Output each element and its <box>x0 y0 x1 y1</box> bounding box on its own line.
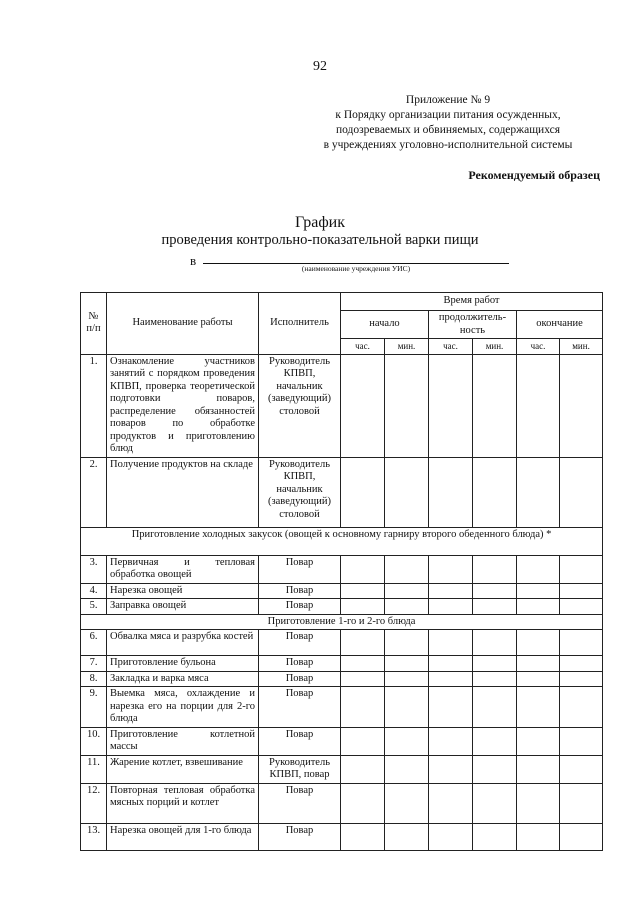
row-executor: Повар <box>259 671 341 687</box>
appendix-line-1: Приложение № 9 <box>405 94 491 106</box>
row-work-name: Нарезка овощей <box>107 583 259 599</box>
row-executor: Повар <box>259 599 341 615</box>
row-work-name: Заправка овощей <box>107 599 259 615</box>
section-row <box>81 614 603 630</box>
row-number: 6. <box>81 630 107 656</box>
table-row <box>81 583 603 599</box>
header-executor: Исполнитель <box>259 293 341 355</box>
header-num: № п/п <box>81 293 107 355</box>
header-duration: продолжитель-ность <box>429 311 517 339</box>
row-number: 7. <box>81 656 107 672</box>
header-start: начало <box>341 311 429 339</box>
header-work: Наименование работы <box>107 293 259 355</box>
row-number: 8. <box>81 671 107 687</box>
table-row <box>81 783 603 823</box>
institution-prefix: в <box>190 253 197 268</box>
row-work-name: Приготовление бульона <box>107 656 259 672</box>
row-number: 9. <box>81 687 107 728</box>
header-end: окончание <box>517 311 603 339</box>
document-subtitle: проведения контрольно-показательной варки пищи <box>161 232 479 248</box>
appendix-line-4: в учреждениях уголовно-исполнительной системы <box>323 139 573 151</box>
row-number: 10. <box>81 727 107 755</box>
appendix-note <box>298 93 598 153</box>
institution-caption: (наименование учреждения УИС) <box>301 264 411 273</box>
table-row <box>81 354 603 457</box>
row-number: 1. <box>81 354 107 457</box>
table-row <box>81 656 603 672</box>
row-executor: Руководитель КПВП, начальник (заведующий) столовой <box>259 354 341 457</box>
row-work-name: Выемка мяса, охлаждение и нарезка его на порции для 2-го блюда <box>107 687 259 728</box>
recommended-sample-label: Рекомендуемый образец <box>468 168 600 182</box>
document-title: График <box>294 214 346 231</box>
row-executor: Повар <box>259 823 341 850</box>
row-work-name: Получение продуктов на складе <box>107 457 259 527</box>
row-executor: Повар <box>259 555 341 583</box>
section-title: Приготовление 1-го и 2-го блюда <box>81 614 603 630</box>
header-minutes: мин. <box>473 339 517 355</box>
row-number: 5. <box>81 599 107 615</box>
row-work-name: Приготовление котлетной массы <box>107 727 259 755</box>
header-hours: час. <box>429 339 473 355</box>
row-number: 12. <box>81 783 107 823</box>
header-minutes: мин. <box>560 339 603 355</box>
header-minutes: мин. <box>385 339 429 355</box>
header-hours: час. <box>341 339 385 355</box>
row-executor: Повар <box>259 630 341 656</box>
row-number: 3. <box>81 555 107 583</box>
section-row <box>81 527 603 555</box>
appendix-line-3: подозреваемых и обвиняемых, содержащихся <box>335 124 561 136</box>
row-work-name: Жарение котлет, взвешивание <box>107 755 259 783</box>
page-number: 92 <box>313 59 327 74</box>
table-row <box>81 687 603 728</box>
row-work-name: Обвалка мяса и разрубка костей <box>107 630 259 656</box>
row-number: 2. <box>81 457 107 527</box>
table-row <box>81 457 603 527</box>
row-executor: Повар <box>259 656 341 672</box>
section-title: Приготовление холодных закусок (овощей к основному гарниру второго обеденного блюда) * <box>81 527 603 555</box>
table-row <box>81 599 603 615</box>
table-row <box>81 727 603 755</box>
row-number: 11. <box>81 755 107 783</box>
row-executor: Руководитель КПВП, повар <box>259 755 341 783</box>
row-number: 4. <box>81 583 107 599</box>
table-row <box>81 755 603 783</box>
table-row <box>81 630 603 656</box>
row-executor: Повар <box>259 583 341 599</box>
appendix-line-2: к Порядку организации питания осужденных, <box>335 109 561 121</box>
row-executor: Повар <box>259 727 341 755</box>
table-row <box>81 823 603 850</box>
row-executor: Повар <box>259 783 341 823</box>
table-row <box>81 671 603 687</box>
row-work-name: Нарезка овощей для 1-го блюда <box>107 823 259 850</box>
row-executor: Руководитель КПВП, начальник (заведующий) столовой <box>259 457 341 527</box>
row-executor: Повар <box>259 687 341 728</box>
row-work-name: Ознакомление участников занятий с порядком проведения КПВП, проверка теоретической подготовки поваров, распределение обязанностей поваров по обработке продуктов и приготовлению блюд <box>107 354 259 457</box>
table-row <box>81 555 603 583</box>
header-time: Время работ <box>341 293 603 311</box>
schedule-table <box>80 292 603 851</box>
row-work-name: Первичная и тепловая обработка овощей <box>107 555 259 583</box>
header-hours: час. <box>517 339 560 355</box>
row-work-name: Закладка и варка мяса <box>107 671 259 687</box>
row-work-name: Повторная тепловая обработка мясных порций и котлет <box>107 783 259 823</box>
row-number: 13. <box>81 823 107 850</box>
